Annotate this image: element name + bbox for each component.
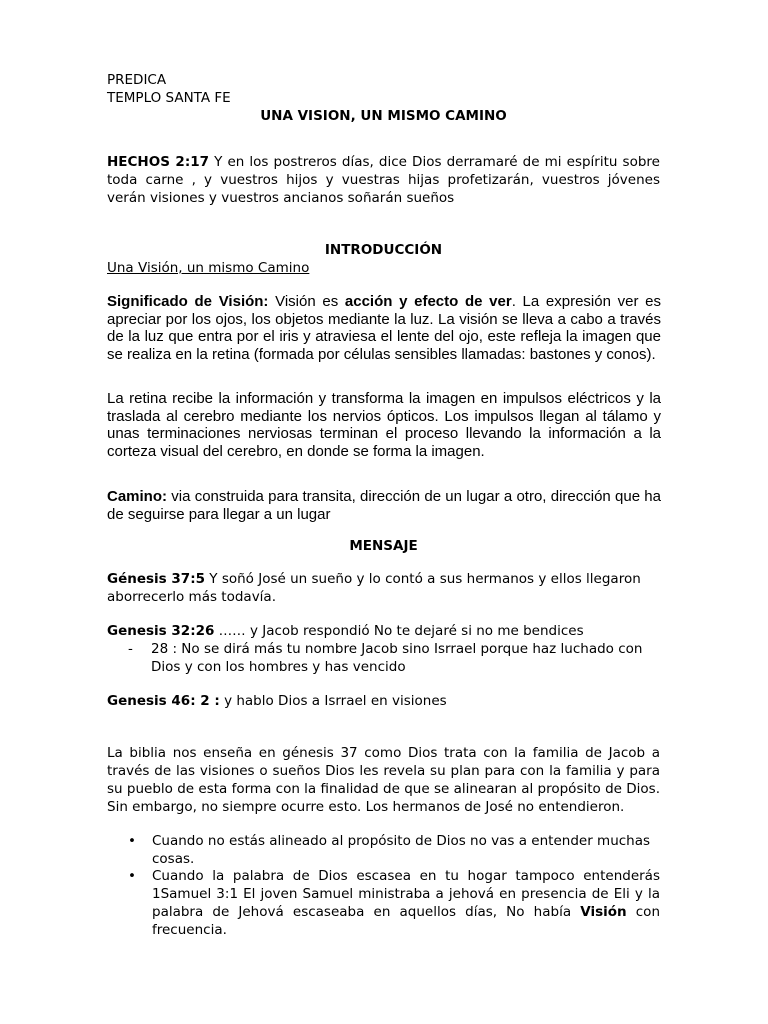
bullet-2-text [152,867,660,939]
genesis-37-5-text: Y soñó José un sueño y lo contó a sus hermanos y ellos llegaron aborrecerlo más todavía. [107,571,641,605]
bullet-icon: • [128,833,136,849]
hechos-paragraph [107,153,660,207]
list-item [128,832,660,868]
genesis-46-2-reference: Genesis 46: 2 : [107,693,220,709]
hechos-reference: HECHOS 2:17 [107,154,210,170]
genesis-37-5-reference: Génesis 37:5 [107,571,205,587]
significado-paragraph [107,293,661,363]
camino-paragraph [107,488,661,523]
significado-text-1: Visión es [268,293,345,310]
genesis-46-2-line [107,692,447,710]
header-predica: PREDICA [107,72,167,88]
genesis-32-28-text: 28 : No se dirá más tu nombre Jacob sino Isrrael porque haz luchado con Dios y con los hombres y has vencido [151,641,643,675]
significado-bold-phrase: acción y efecto de ver [344,293,512,310]
genesis-32-28-item [128,640,660,676]
bullet-2-text-post: con frecuencia. [152,904,660,938]
camino-term: Camino: [107,488,167,505]
header-templo: TEMPLO SANTA FE [107,90,231,106]
camino-text: via construida para transita, dirección de un lugar a otro, dirección que ha de seguirse para llegar a un lugar [107,488,661,523]
hechos-text: Y en los postreros días, dice Dios derramaré de mi espíritu sobre toda carne , y vuestros hijos y vuestras hijas profetizarán, vuestros jóvenes verán visiones y vuestros ancianos soñarán sueños [107,154,660,206]
significado-term: Significado de Visión: [107,293,269,310]
list-item [128,867,660,939]
dash-marker: - [128,641,133,657]
biblia-paragraph: La biblia nos enseña en génesis 37 como Dios trata con la familia de Jacob a través de las visiones o sueños Dios les revela su plan para con la familia y para su pueblo de esta forma con la finalidad de que se alinearan al propósito de Dios. Sin embargo, no siempre ocurre esto. Los hermanos de José no entendieron. [107,745,660,815]
bullet-1-text: Cuando no estás alineado al propósito de Dios no vas a entender muchas cosas. [152,833,651,867]
genesis-32-26-text: …… y Jacob respondió No te dejaré si no me bendices [214,623,584,639]
genesis-46-2-text: y hablo Dios a Isrrael en visiones [219,693,447,709]
genesis-32-26-reference: Genesis 32:26 [107,623,215,639]
retina-paragraph: La retina recibe la información y transforma la imagen en impulsos eléctricos y la traslada al cerebro mediante los nervios ópticos. Los impulsos llegan al tálamo y unas terminaciones nerviosas terminan el proceso llevando la información a la corteza visual del cerebro, en donde se forma la imagen. [107,390,661,460]
page-title: UNA VISION, UN MISMO CAMINO [260,108,507,124]
significado-text-2: . La expresión ver es apreciar por los ojos, los objetos mediante la luz. La visión se lleva a cabo a través de la luz que entra por el iris y atraviesa el lente del ojo, este refleja la imagen que se realiza en la retina (formada por células sensibles llamadas: bastones y conos). [107,293,661,363]
bullet-2-text-pre: Cuando la palabra de Dios escasea en tu hogar tampoco entenderás 1Samuel 3:1 El joven Samuel ministraba a jehová en presencia de Eli y la palabra de Jehová escaseaba en aquellos días, No había [152,868,660,920]
genesis-32-26-line [107,622,584,640]
introduccion-subtitle: Una Visión, un mismo Camino [107,260,310,276]
bullet-2-bold: Visión [580,904,627,920]
genesis-37-5-paragraph [107,570,660,606]
bullet-icon: • [128,868,136,884]
introduccion-heading: INTRODUCCIÓN [324,242,443,258]
mensaje-heading: MENSAJE [349,538,418,554]
